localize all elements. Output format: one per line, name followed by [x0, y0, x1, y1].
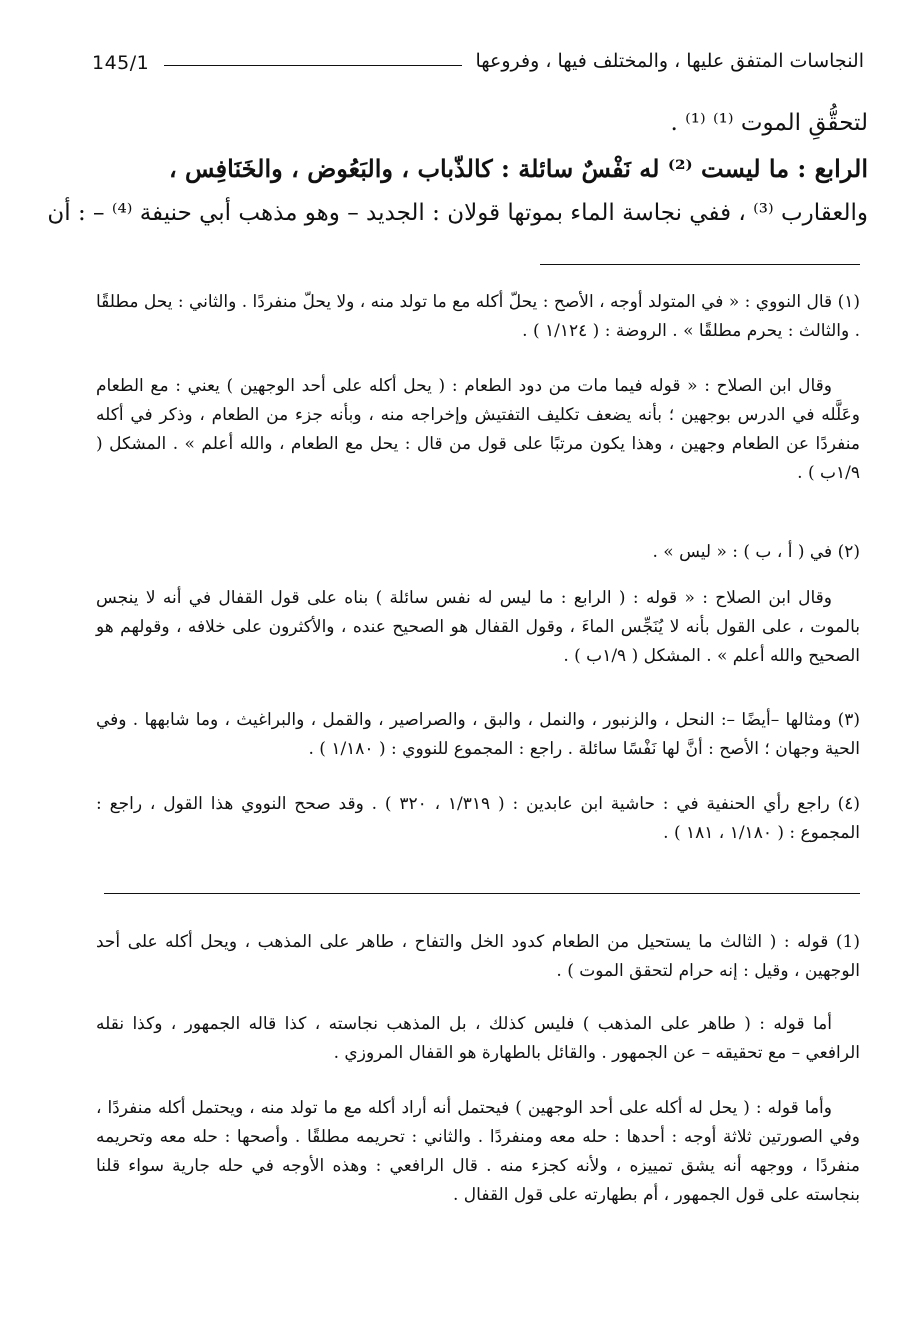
- footnote-4-text: (٤) راجع رأي الحنفية في : حاشية ابن عابدين : ( ١/٣١٩ ، ٣٢٠ ) . وقد صحح النووي هذا القول ، راجع : المجموع : ( ١/١٨٠ ، ١٨١ ) .: [96, 794, 861, 843]
- commentary-note-2: [96, 1010, 860, 1068]
- footnote-4: [96, 790, 860, 848]
- footnote-1-text: (١) قال النووي : « في المتولد أوجه ، الأصح : يحلّ أكله مع ما تولد منه ، ولا يحلّ منفردًا . والثاني : يحل مطلقًا . والثالث : يحرم مطلقًا » . الروضة : ( ١/١٢٤ ) .: [96, 292, 860, 341]
- commentary-note-3: [96, 1094, 860, 1210]
- footnote-1-continued-text: وقال ابن الصلاح : « قوله فيما مات من دود الطعام : ( يحل أكله على أحد الوجهين ) يعني : مع الطعام وعَلَّله في الدرس بوجهين ؛ بأنه يضعف تكليف التفتيش وإخراجه منه ، وبأنه جزء من الطعام ، وذكر في أكله منفردًا عن الطعام وجهين ، وهذا يكون مرتبًا على قول من قال : يحل مع الطعام ، والله أعلم » . المشكل ( ١/٩ب ) .: [96, 376, 860, 483]
- footnote-2-text: (٢) في ( أ ، ب ) : « ليس » .: [652, 542, 860, 562]
- main-line-1: لتحقُّقِ الموت ⁽¹⁾ ⁽¹⁾ .: [670, 110, 868, 136]
- footnote-2-continued: [96, 584, 860, 671]
- commentary-note-2-text: أما قوله : ( طاهر على المذهب ) فليس كذلك ، بل المذهب نجاسته ، كذا قاله الجمهور ، وكذا نقله الرافعي – مع تحقيقه – عن الجمهور . والقائل بالطهارة هو القفال المروزي .: [96, 1014, 860, 1063]
- footnote-2-continued-text: وقال ابن الصلاح : « قوله : ( الرابع : ما ليس له نفس سائلة ) بناه على قول القفال في أنه لا ينجس بالموت ، على القول بأنه لا يُنَجِّس الماءَ ، وقول القفال هو الصحيح عنده ، والأكثرون على خلافه ، وقولهم هو الصحيح والله أعلم » . المشكل ( ١/٩ب ) .: [96, 588, 860, 666]
- footnote-1-continued: [96, 372, 860, 488]
- commentary-note-3-text: وأما قوله : ( يحل له أكله على أحد الوجهين ) فيحتمل أنه أراد أكله مع ما تولد منه ، ويحتمل أكله منفردًا ، وفي الصورتين ثلاثة أوجه : أحدها : حله معه ومنفردًا . والثاني : تحريمه مطلقًا . وأصحها : حله معه وتحريمه منفردًا ، ووجهه أنه يشق تمييزه ، ولأنه كجزء منه . قال الرافعي : وهذه الأوجه في حله جارية سواء قلنا بنجاسته على قول الجمهور ، أم بطهارته على قول القفال .: [96, 1098, 860, 1205]
- page-number: 145/1: [92, 52, 150, 74]
- footnote-2: [96, 538, 860, 567]
- footnote-3-text: (٣) ومثالها –أيضًا –: النحل ، والزنبور ، والنمل ، والبق ، والصراصير ، والقمل ، والبراغيث ، وما شابهها . وفي الحية وجهان ؛ الأصح : أنَّ لها نَفْسًا سائلة . راجع : المجموع للنووي : ( ١/١٨٠ ) .: [96, 710, 860, 759]
- commentary-note-1-text: (1) قوله : ( الثالث ما يستحيل من الطعام كدود الخل والتفاح ، طاهر على المذهب ، ويحل أكله على أحد الوجهين ، وقيل : إنه حرام لتحقق الموت ) .: [96, 932, 860, 981]
- commentary-note-1: [96, 928, 860, 986]
- footnote-1: [96, 288, 860, 346]
- footnote-3: [96, 706, 860, 764]
- header-rule: [164, 65, 462, 66]
- main-line-3: والعقارب ⁽³⁾ ، ففي نجاسة الماء بموتها قولان : الجديد – وهو مذهب أبي حنيفة ⁽⁴⁾ – : أن: [47, 200, 868, 226]
- main-line-2: الرابع : ما ليست ⁽²⁾ له نَفْسٌ سائلة : كالذّباب ، والبَعُوض ، والخَنَافِس ،: [168, 154, 868, 183]
- chapter-title: النجاسات المتفق عليها ، والمختلف فيها ، وفروعها: [475, 50, 864, 72]
- footnote-separator-2: [104, 893, 860, 894]
- footnote-separator: [540, 264, 860, 265]
- running-header: [92, 48, 864, 84]
